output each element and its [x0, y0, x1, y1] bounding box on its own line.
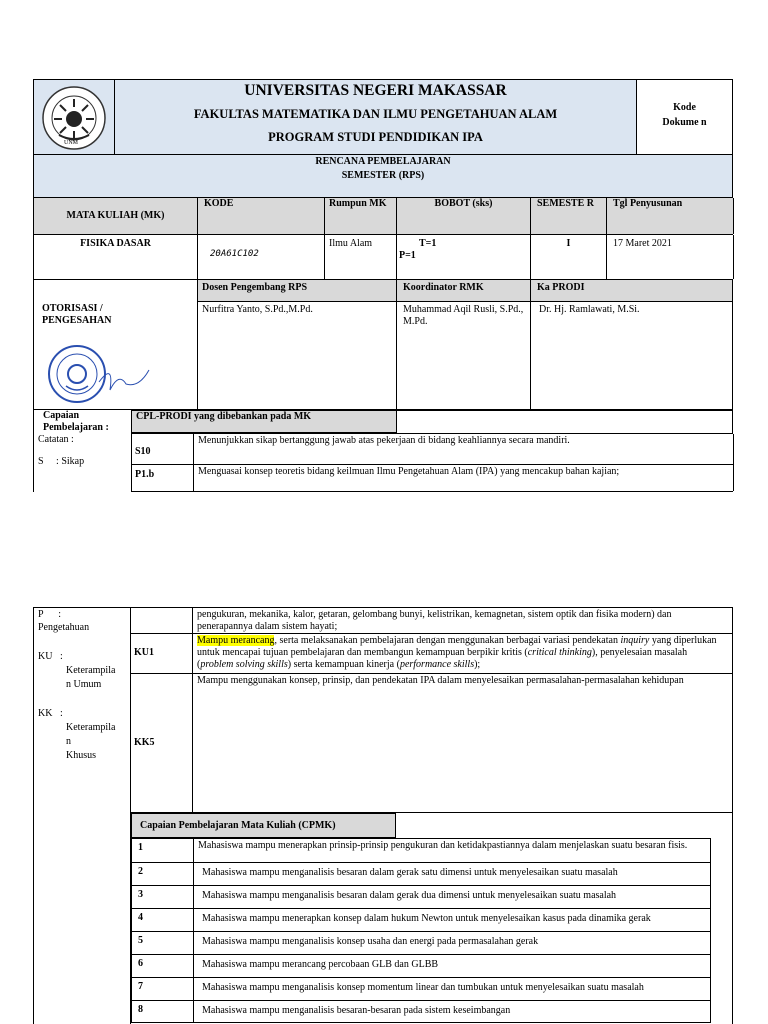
cpmk-row: [131, 838, 711, 863]
rps-title-line1: RENCANA PEMBELAJARAN: [315, 156, 451, 167]
header-title-cell: [115, 79, 636, 155]
kk5-text: Mampu menggunakan konsep, prinsip, dan pendekatan IPA dalam menyelesaikan permasalahan-permasalahan kehidupan: [197, 675, 684, 686]
cpl-text: Menguasai konsep teoretis bidang keilmuan Ilmu Pengetahuan Alam (IPA) yang mencakup bahan kajian;: [198, 466, 620, 477]
note-kk3: n: [66, 736, 71, 747]
cpmk-row: [131, 978, 711, 1001]
ku1-part: );: [474, 659, 481, 670]
cpmk-text: Mahasiswa mampu menganalisis besaran dalam gerak dua dimensi untuk menyelesaikan suatu masalah: [202, 890, 617, 901]
mk-header: MATA KULIAH (MK): [66, 210, 165, 221]
kode-header: KODE: [204, 198, 234, 209]
catatan-label: Catatan :: [38, 434, 74, 445]
note-kk4: Khusus: [66, 750, 97, 761]
ku1-part: ), penyelesaian masalah (: [197, 647, 688, 670]
cpl-header: [131, 410, 397, 433]
cpmk-number: 2: [138, 866, 143, 877]
kaprodi-name: Dr. Hj. Ramlawati, M.Si.: [539, 304, 640, 315]
kode-value: 20A61C102: [210, 249, 259, 259]
mk-value: FISIKA DASAR: [80, 238, 151, 249]
note-ku3: n Umum: [66, 679, 102, 690]
rumpun-value: Ilmu Alam: [329, 238, 373, 249]
capaian-left: [33, 410, 131, 492]
semester-header: SEMESTE R: [537, 198, 594, 209]
cpmk-number: 6: [138, 958, 143, 969]
university-name: UNIVERSITAS NEGERI MAKASSAR: [244, 82, 507, 99]
bobot-t-value: T=1: [419, 238, 437, 249]
cpmk-text: Mahasiswa mampu merancang percobaan GLB dan GLBB: [202, 959, 439, 970]
koord-label: Koordinator RMK: [403, 282, 484, 293]
doc-code-cell: [636, 79, 733, 155]
bobot-p-value: P=1: [399, 250, 416, 261]
cpmk-text: Mahasiswa mampu menganalisis konsep momentum linear dan tumbukan untuk menyelesaikan suatu masalah: [202, 982, 644, 993]
ku1-italic: problem solving skills: [200, 659, 288, 670]
cpmk-text: Mahasiswa mampu menganalisis besaran-besaran pada sistem keseimbangan: [202, 1005, 511, 1016]
course-row: [33, 235, 733, 280]
faculty-name: FAKULTAS MATEMATIKA DAN ILMU PENGETAHUAN ALAM: [193, 107, 558, 121]
rps-table-page2: [33, 607, 733, 1024]
cpmk-number: 5: [138, 935, 143, 946]
cpmk-row: [131, 955, 711, 978]
cpmk-header-text: Capaian Pembelajaran Mata Kuliah (CPMK): [140, 820, 336, 831]
cpl-text: Menunjukkan sikap bertanggung jawab atas pekerjaan di bidang keahliannya secara mandiri.: [198, 435, 570, 446]
cpmk-row: [131, 1001, 711, 1023]
prodi-stamp-icon: [44, 342, 154, 407]
cpl-row-s10: [131, 433, 733, 465]
logo-text-bottom: UNM: [64, 140, 79, 146]
ku1-part: ) serta kemampuan kinerja (: [287, 659, 400, 670]
semester-value: I: [566, 238, 571, 249]
cpl-row-p1b: [131, 465, 733, 492]
cpmk-header: [131, 813, 396, 838]
otorisasi-header-row: [198, 280, 733, 302]
doc-code-label: Kode Dokume n: [662, 102, 707, 128]
koord-name: Muhammad Aqil Rusli, S.Pd., M.Pd.: [403, 304, 524, 327]
ku1-part: , serta melaksanakan pembelajaran dengan menggunakan berbagai variasi pendekatan: [274, 635, 621, 646]
note-p2: Pengetahuan: [38, 622, 90, 633]
tgl-value: 17 Maret 2021: [613, 238, 672, 249]
note-ku2: Keterampila: [66, 665, 116, 676]
dosen-name: Nurfitra Yanto, S.Pd.,M.Pd.: [202, 304, 313, 315]
bobot-header: BOBOT (sks): [434, 198, 493, 209]
p-cont-text: pengukuran, mekanika, kalor, getaran, gelombang bunyi, kelistrikan, kemagnetan, sistem optik dan fisika modern) dan penerapannya dalam sistem hayati;: [197, 609, 672, 632]
cpl-header-blank: [397, 410, 733, 433]
cpmk-text: Mahasiswa mampu menganalisis besaran dalam gerak satu dimensi untuk menyelesaikan suatu masalah: [202, 867, 618, 878]
p-cont-row: [131, 607, 733, 634]
ku1-italic: inquiry: [620, 635, 650, 646]
capaian-label: Capaian Pembelajaran :: [43, 410, 109, 433]
ku1-code: KU1: [134, 647, 154, 658]
sikap-note: S : Sikap: [38, 456, 85, 467]
cpl-code: S10: [135, 446, 151, 457]
note-ku: KU :: [38, 651, 63, 662]
otorisasi-names-row: [198, 302, 733, 410]
kk5-row: [131, 674, 733, 813]
cpmk-row: [131, 909, 711, 932]
otorisasi-cell: [33, 280, 198, 410]
ku1-row: [131, 634, 733, 674]
cpl-code: P1.b: [135, 469, 155, 480]
cpmk-number: 3: [138, 889, 143, 900]
tgl-header: Tgl Penyusunan: [613, 198, 683, 209]
program-name: PROGRAM STUDI PENDIDIKAN IPA: [268, 130, 483, 144]
course-header-row: [33, 198, 733, 235]
cpmk-number: 8: [138, 1004, 143, 1015]
kaprodi-label: Ka PRODI: [537, 282, 585, 293]
otorisasi-label: OTORISASI / PENGESAHAN: [42, 303, 112, 326]
ku1-highlight: Mampu merancang: [197, 635, 275, 646]
ku1-text: [193, 634, 728, 672]
cpmk-row: [131, 932, 711, 955]
ku1-italic: critical thinking: [527, 647, 592, 658]
cpmk-left: [33, 813, 131, 1024]
kk5-code: KK5: [134, 737, 155, 748]
header-logo-cell: [33, 79, 115, 155]
cpmk-row: [131, 863, 711, 886]
rps-title-line2: SEMESTER (RPS): [341, 170, 425, 181]
cpmk-number: 1: [138, 842, 143, 853]
notes-column: [33, 607, 131, 813]
left-border-page1: [33, 410, 34, 492]
note-p: P :: [38, 609, 61, 620]
note-kk2: Keterampila: [66, 722, 116, 733]
dosen-label: Dosen Pengembang RPS: [202, 282, 308, 293]
rumpun-header: Rumpun MK: [329, 198, 387, 209]
cpmk-number: 7: [138, 981, 143, 992]
cpmk-number: 4: [138, 912, 143, 923]
cpmk-text: Mahasiswa mampu menganalisis konsep usaha dan energi pada permasalahan gerak: [202, 936, 539, 947]
ku1-part: yang diperlukan untuk mencapai tujuan pembelajaran dan membangun kemampuan berpikir kritis (: [197, 635, 717, 658]
ku1-italic: performance skills: [399, 659, 475, 670]
note-kk: KK :: [38, 708, 63, 719]
cpmk-text: Mahasiswa mampu menerapkan konsep dalam hukum Newton untuk menyelesaikan kasus pada dinamika gerak: [202, 913, 651, 924]
rps-table-page1: [33, 79, 733, 492]
cpmk-row: [131, 886, 711, 909]
cpl-header-text: CPL-PRODI yang dibebankan pada MK: [136, 411, 312, 422]
cpmk-text: Mahasiswa mampu menerapkan prinsip-prinsip pengukuran dan ketidakpastiannya dalam menjelaskan suatu besaran fisis.: [198, 840, 688, 851]
rps-title-cell: [33, 155, 733, 198]
